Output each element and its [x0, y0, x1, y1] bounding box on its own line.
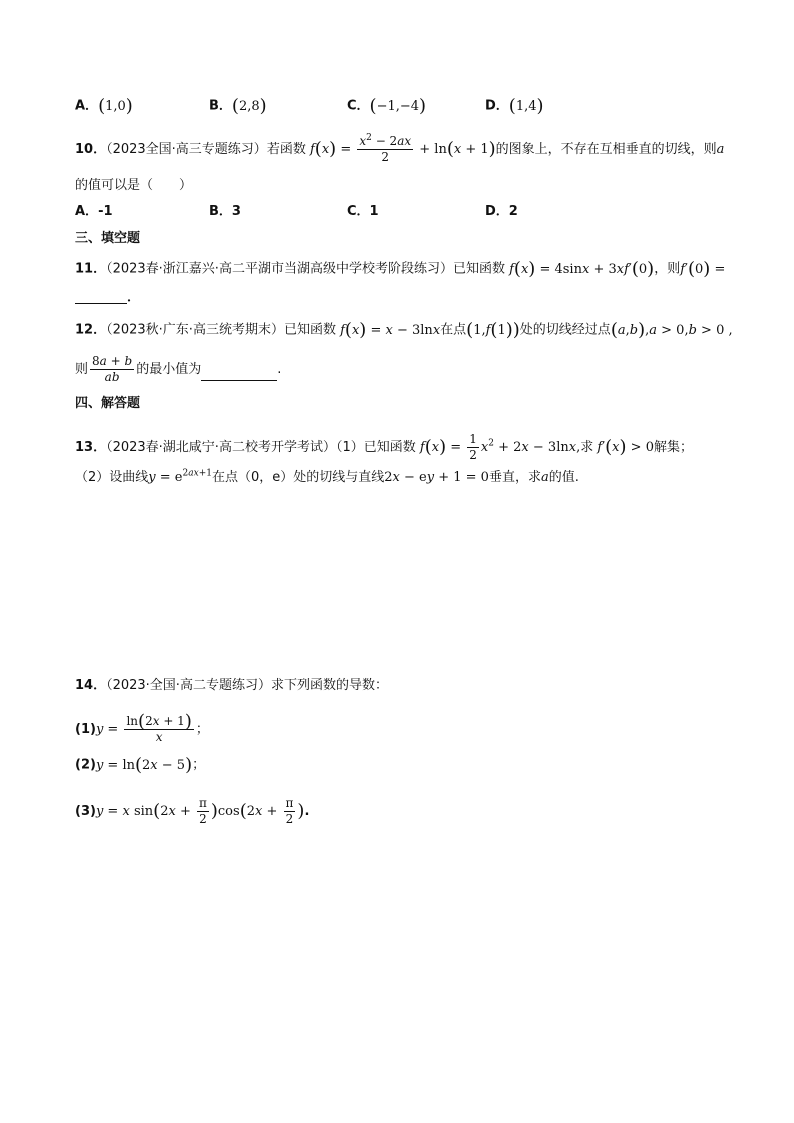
q10-option-a-value: -1	[98, 204, 113, 219]
q12-blank[interactable]	[201, 379, 277, 381]
q12-formula: f(x) = x − 3lnx	[340, 319, 441, 340]
q12-source: （2023秋·广东·高三统考期末）	[106, 322, 284, 338]
q9-option-d-value: (1,4)	[508, 95, 544, 116]
q9-option-b-value: (2,8)	[231, 95, 267, 116]
q13-source: （2023春·湖北咸宁·高二校考开学考试）	[106, 440, 336, 455]
q13-var-a: a	[540, 470, 549, 485]
q10-text-c: 的值可以是（ ）	[75, 178, 193, 193]
q13-part2	[75, 468, 579, 488]
q14-item-1-formula: y = $\frac{\ln(2x + 1)}{x}$	[95, 711, 192, 744]
q12-text-b: 在点	[440, 322, 467, 338]
q11-stem	[75, 259, 725, 280]
q14-source: （2023·全国·高二专题练习）	[106, 678, 271, 693]
q11-number: 11．	[75, 261, 107, 277]
q10-option-b-label: B．	[209, 204, 232, 219]
q12-number: 12．	[75, 322, 107, 338]
q13-formula-1: f(x) = $\frac{1}{2}$ $x^2 + 2x - 3\ln x$,	[419, 432, 581, 462]
q12-stem	[75, 320, 733, 341]
q10-option-c-label: C．	[347, 204, 370, 219]
q13-p2d: 的值.	[548, 470, 579, 485]
q9-option-b-label: B．	[209, 98, 232, 114]
q13-p2c: 垂直，求	[488, 470, 541, 485]
q13-curve: $y = e^{2ax+1}$	[148, 468, 212, 485]
q9-option-a-value: (1,0)	[98, 95, 133, 116]
q10-option-c-value: 1	[369, 204, 379, 219]
q12-point: (1,f(1))	[466, 319, 520, 340]
q10-var-a: a	[716, 142, 725, 157]
q11-formula: f(x) = 4sinx + 3xf′(0)	[509, 258, 655, 279]
q11-ask: f′(0) =	[680, 258, 726, 279]
q10-number: 10．	[75, 142, 107, 157]
q14-item-2	[75, 755, 205, 776]
q10-stem-cont	[75, 176, 192, 196]
q13-p1c: 解集；	[653, 440, 693, 455]
q12-text-e: 的最小值为	[136, 362, 202, 377]
q9-option-c-label: C．	[347, 98, 370, 114]
q14-item-2-sep: ；	[192, 757, 206, 773]
q10-text-a: 若函数	[266, 142, 306, 157]
q13-inequality: f′(x) > 0	[597, 436, 654, 458]
q13-p1: （1）已知函数	[335, 440, 416, 455]
q11-text-b: ，则	[654, 261, 681, 277]
q14-number: 14．	[75, 678, 107, 693]
q11-text-a: 已知函数	[452, 261, 505, 277]
q12-stem-cont	[75, 354, 281, 385]
q10-option-a-label: A．	[75, 204, 99, 219]
q14-item-3-formula: y = x sin(2x + $\frac{\pi}{2}$ )cos(2x + $\frac{\pi}{2}$ )	[95, 796, 305, 826]
q14-item-1-sep: ；	[195, 722, 209, 737]
q13-number: 13．	[75, 440, 107, 455]
q13-line: 2x − ey + 1 = 0	[384, 470, 489, 485]
q12-end: .	[277, 362, 282, 377]
q10-option-d-label: D．	[485, 204, 509, 219]
q12-text-c: 处的切线经过点	[519, 322, 611, 338]
q14-item-1	[75, 711, 209, 745]
q12-text-a: 已知函数	[283, 322, 336, 338]
q14-item-2-formula: y = ln(2x − 5)	[95, 754, 193, 775]
q13-part1	[75, 432, 693, 463]
q12-fraction: $\frac{8a + b}{ab}$	[92, 354, 133, 384]
q14-item-3-end: .	[304, 804, 310, 819]
q10-source: （2023全国·高三专题练习）	[106, 142, 267, 157]
q14-item-2-label: (2)	[75, 757, 96, 773]
q10-formula: f(x) = $\frac{x^2 - 2ax}{2}$ + ln(x + 1)	[309, 133, 496, 164]
q13-p1b: 求	[580, 440, 594, 455]
q9-option-c-value: (−1,−4)	[369, 95, 427, 116]
q11-end: ．	[127, 290, 141, 305]
q14-item-1-label: (1)	[75, 722, 96, 737]
q13-p2b: 在点（0，e）处的切线与直线	[211, 470, 385, 485]
q9-option-d-label: D．	[485, 98, 509, 114]
q10-option-b-value: 3	[231, 204, 241, 219]
q10-text-b: 的图象上，不存在互相垂直的切线，则	[495, 142, 717, 157]
q14-stem	[75, 676, 388, 696]
q14-item-3	[75, 796, 309, 827]
q13-p2: （2）设曲线	[75, 470, 149, 485]
q10-option-d-value: 2	[508, 204, 518, 219]
q9-option-a-label: A．	[75, 98, 99, 114]
q12-condition: (a,b),a > 0,b > 0 ,	[610, 319, 733, 340]
section-answer-heading: 四、解答题	[75, 396, 141, 411]
q11-blank[interactable]	[75, 302, 127, 304]
q12-text-d: 则	[75, 362, 89, 377]
q11-answer-line	[75, 288, 140, 308]
q10-stem	[75, 134, 724, 165]
q11-source: （2023春·浙江嘉兴·高二平湖市当湖高级中学校考阶段练习）	[106, 261, 453, 277]
q14-item-3-label: (3)	[75, 804, 96, 819]
q14-text: 求下列函数的导数：	[270, 678, 388, 693]
section-fill-in-heading: 三、填空题	[75, 231, 141, 246]
